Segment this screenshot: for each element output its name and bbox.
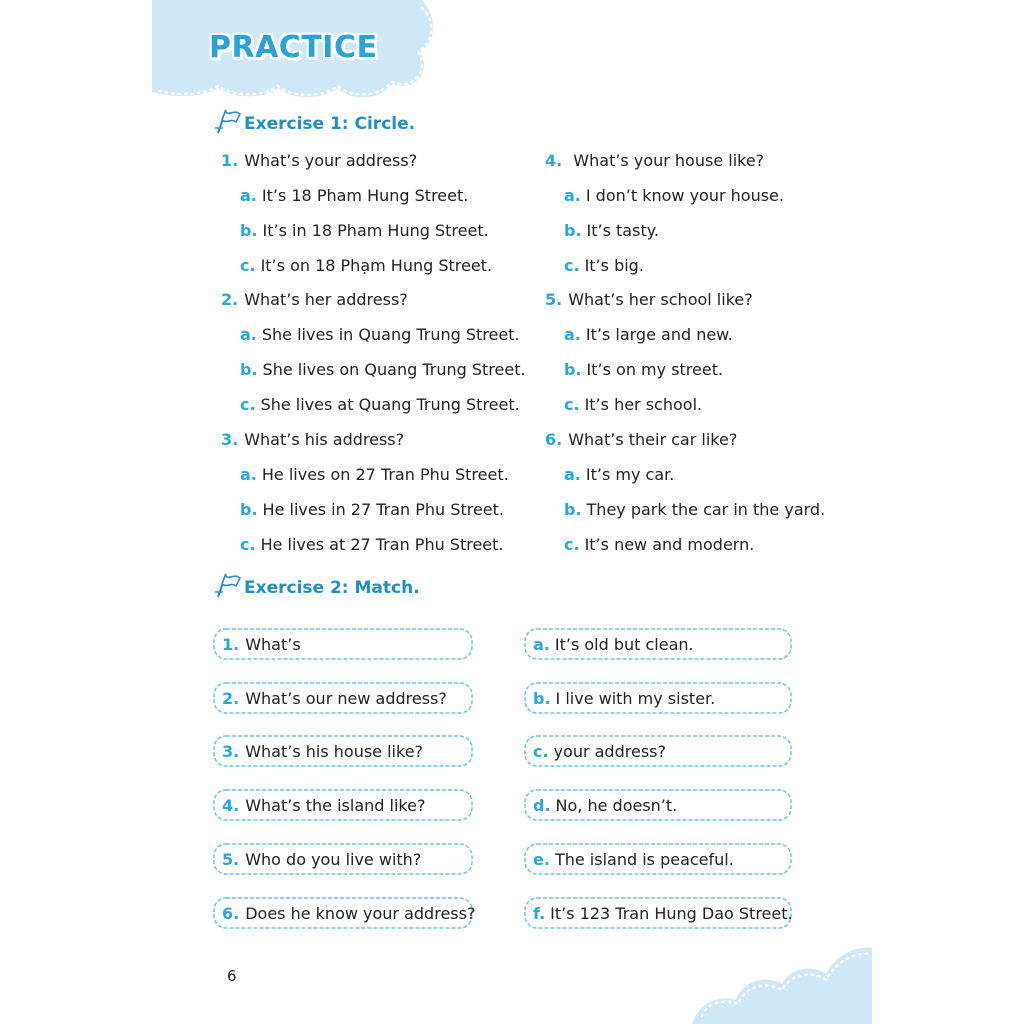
option[interactable] <box>240 395 520 414</box>
option-text: It’s new and modern. <box>584 535 755 554</box>
match-item-left-5[interactable] <box>212 842 474 876</box>
question-3 <box>221 430 404 449</box>
question-text: What’s their car like? <box>568 430 738 449</box>
option-letter: a. <box>564 465 581 484</box>
option-letter: c. <box>240 395 256 414</box>
option[interactable] <box>564 256 644 275</box>
exercise2-title: Exercise 2: Match. <box>244 578 420 598</box>
match-letter: f. <box>533 904 546 923</box>
option-letter: c. <box>564 256 580 275</box>
exercise1-title: Exercise 1: Circle. <box>244 114 416 134</box>
question-text: What’s her school like? <box>568 290 753 309</box>
option-letter: a. <box>240 465 257 484</box>
match-text: I live with my sister. <box>555 689 716 708</box>
option-text: It’s in 18 Pham Hung Street. <box>262 221 489 240</box>
match-letter: c. <box>533 742 549 761</box>
question-text: What’s his address? <box>244 430 405 449</box>
match-number: 6. <box>222 904 240 923</box>
question-4 <box>545 151 764 170</box>
cloud-decoration-bottom <box>692 944 872 1024</box>
option-text: She lives in Quang Trung Street. <box>261 325 520 344</box>
option-text: She lives at Quang Trung Street. <box>260 395 520 414</box>
match-text: What’s our new address? <box>245 689 447 708</box>
match-item-left-4[interactable] <box>212 788 474 822</box>
option-letter: b. <box>564 221 582 240</box>
option-letter: b. <box>240 360 258 379</box>
option[interactable] <box>564 186 784 205</box>
option-text: It’s tasty. <box>586 221 659 240</box>
match-item-left-6[interactable] <box>212 896 474 930</box>
match-number: 4. <box>222 796 240 815</box>
option[interactable] <box>240 325 520 344</box>
page-title: PRACTICE <box>209 30 378 65</box>
match-item-left-2[interactable] <box>212 681 474 715</box>
match-number: 5. <box>222 850 240 869</box>
match-item-left-3[interactable] <box>212 734 474 768</box>
match-item-left-1[interactable] <box>212 627 474 661</box>
question-5 <box>545 290 753 309</box>
match-text: It’s old but clean. <box>554 635 694 654</box>
match-letter: e. <box>533 850 550 869</box>
match-item-right-d[interactable] <box>523 788 793 822</box>
match-text: Does he know your address? <box>245 904 476 923</box>
flag-icon <box>214 108 242 134</box>
option-letter: c. <box>564 535 580 554</box>
option-text: It’s big. <box>584 256 644 275</box>
option-text: She lives on Quang Trung Street. <box>262 360 526 379</box>
option-text: It’s on my street. <box>586 360 724 379</box>
question-number: 6. <box>545 430 563 449</box>
match-number: 3. <box>222 742 240 761</box>
match-item-right-b[interactable] <box>523 681 793 715</box>
option-text: It’s large and new. <box>585 325 733 344</box>
option-letter: b. <box>564 360 582 379</box>
option[interactable] <box>240 256 492 275</box>
option[interactable] <box>240 500 504 519</box>
question-6 <box>545 430 737 449</box>
match-text: What’s his house like? <box>245 742 424 761</box>
option[interactable] <box>240 221 489 240</box>
option-letter: c. <box>240 535 256 554</box>
option-letter: a. <box>240 186 257 205</box>
option[interactable] <box>564 360 723 379</box>
match-letter: b. <box>533 689 551 708</box>
option-text: I don’t know your house. <box>585 186 784 205</box>
match-text: Who do you live with? <box>245 850 422 869</box>
question-number: 2. <box>221 290 239 309</box>
option[interactable] <box>564 465 674 484</box>
match-text: What’s the island like? <box>245 796 426 815</box>
option[interactable] <box>240 186 468 205</box>
option[interactable] <box>564 535 754 554</box>
question-number: 5. <box>545 290 563 309</box>
question-text: What’s your house like? <box>568 151 765 170</box>
option-letter: a. <box>564 186 581 205</box>
option[interactable] <box>240 535 504 554</box>
match-letter: a. <box>533 635 550 654</box>
option-letter: b. <box>564 500 582 519</box>
option[interactable] <box>564 500 825 519</box>
question-1 <box>221 151 417 170</box>
option-text: It’s my car. <box>585 465 675 484</box>
question-text: What’s your address? <box>244 151 418 170</box>
match-item-right-f[interactable] <box>523 896 793 930</box>
option[interactable] <box>240 465 509 484</box>
match-text: No, he doesn’t. <box>555 796 678 815</box>
page-number: 6 <box>227 967 237 985</box>
match-text: It’s 123 Tran Hung Dao Street. <box>550 904 793 923</box>
option-letter: c. <box>564 395 580 414</box>
option[interactable] <box>240 360 526 379</box>
question-2 <box>221 290 408 309</box>
match-text: your address? <box>553 742 666 761</box>
option-letter: a. <box>564 325 581 344</box>
match-number: 1. <box>222 635 240 654</box>
option-letter: b. <box>240 221 258 240</box>
option-letter: b. <box>240 500 258 519</box>
option-text: It’s her school. <box>584 395 703 414</box>
option-text: He lives in 27 Tran Phu Street. <box>262 500 504 519</box>
option-text: It’s on 18 Phạm Hung Street. <box>260 256 493 275</box>
question-number: 4. <box>545 151 563 170</box>
option[interactable] <box>564 221 659 240</box>
option[interactable] <box>564 395 702 414</box>
match-item-right-a[interactable] <box>523 627 793 661</box>
exercise2-header <box>214 572 420 598</box>
match-letter: d. <box>533 796 551 815</box>
question-number: 3. <box>221 430 239 449</box>
option-letter: a. <box>240 325 257 344</box>
option[interactable] <box>564 325 733 344</box>
question-number: 1. <box>221 151 239 170</box>
match-item-right-e[interactable] <box>523 842 793 876</box>
match-item-right-c[interactable] <box>523 734 793 768</box>
worksheet-page <box>152 0 872 1024</box>
question-text: What’s her address? <box>244 290 408 309</box>
option-text: He lives at 27 Tran Phu Street. <box>260 535 504 554</box>
option-text: It’s 18 Pham Hung Street. <box>261 186 469 205</box>
match-text: The island is peaceful. <box>554 850 734 869</box>
match-number: 2. <box>222 689 240 708</box>
option-text: They park the car in the yard. <box>586 500 826 519</box>
match-text: What’s <box>245 635 301 654</box>
exercise1-header <box>214 108 415 134</box>
flag-icon <box>214 572 242 598</box>
option-letter: c. <box>240 256 256 275</box>
option-text: He lives on 27 Tran Phu Street. <box>261 465 509 484</box>
